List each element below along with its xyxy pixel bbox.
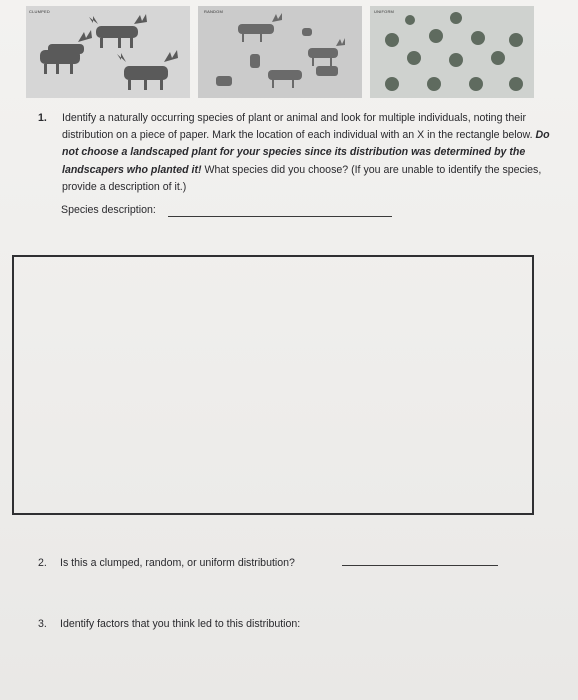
question-1-text: [62, 110, 553, 196]
question-1-text-part-b: What species did you choose? (If you are unable to identify the species, provide a description of it.): [62, 163, 542, 193]
deer-herd-clumped-image: [26, 6, 190, 98]
question-1-text-part-a: Identify a naturally occurring species of plant or animal and look for multiple individuals, noting their distribution on a piece of paper. Mark the location of each individual with an X in the rectangle below.: [62, 112, 536, 142]
clumped-illustration: [26, 6, 190, 98]
deer-random-image: [198, 6, 362, 98]
question-2: [38, 555, 295, 572]
uniform-illustration: [370, 6, 534, 98]
clumped-label: CLUMPED: [29, 9, 50, 14]
plants-uniform-image: [370, 6, 534, 98]
species-description-answer-line[interactable]: [168, 216, 392, 217]
question-3: [38, 616, 300, 633]
question-2-answer-line[interactable]: [342, 565, 498, 566]
distribution-rectangle[interactable]: [12, 255, 534, 515]
question-2-number: 2.: [38, 557, 47, 569]
species-description-label: Species description:: [61, 204, 156, 216]
question-1-number: 1.: [38, 112, 47, 124]
random-illustration: [198, 6, 362, 98]
question-3-number: 3.: [38, 618, 47, 630]
question-1: [38, 110, 553, 196]
random-label: RANDOM: [204, 9, 223, 14]
question-1-warning: Do not choose a landscaped plant for your species since its distribution was determined by the landscapers who planted it!: [62, 129, 550, 176]
question-3-text: Identify factors that you think led to this distribution:: [60, 618, 301, 630]
question-2-text: Is this a clumped, random, or uniform distribution?: [60, 557, 295, 569]
uniform-label: UNIFORM: [374, 9, 395, 14]
